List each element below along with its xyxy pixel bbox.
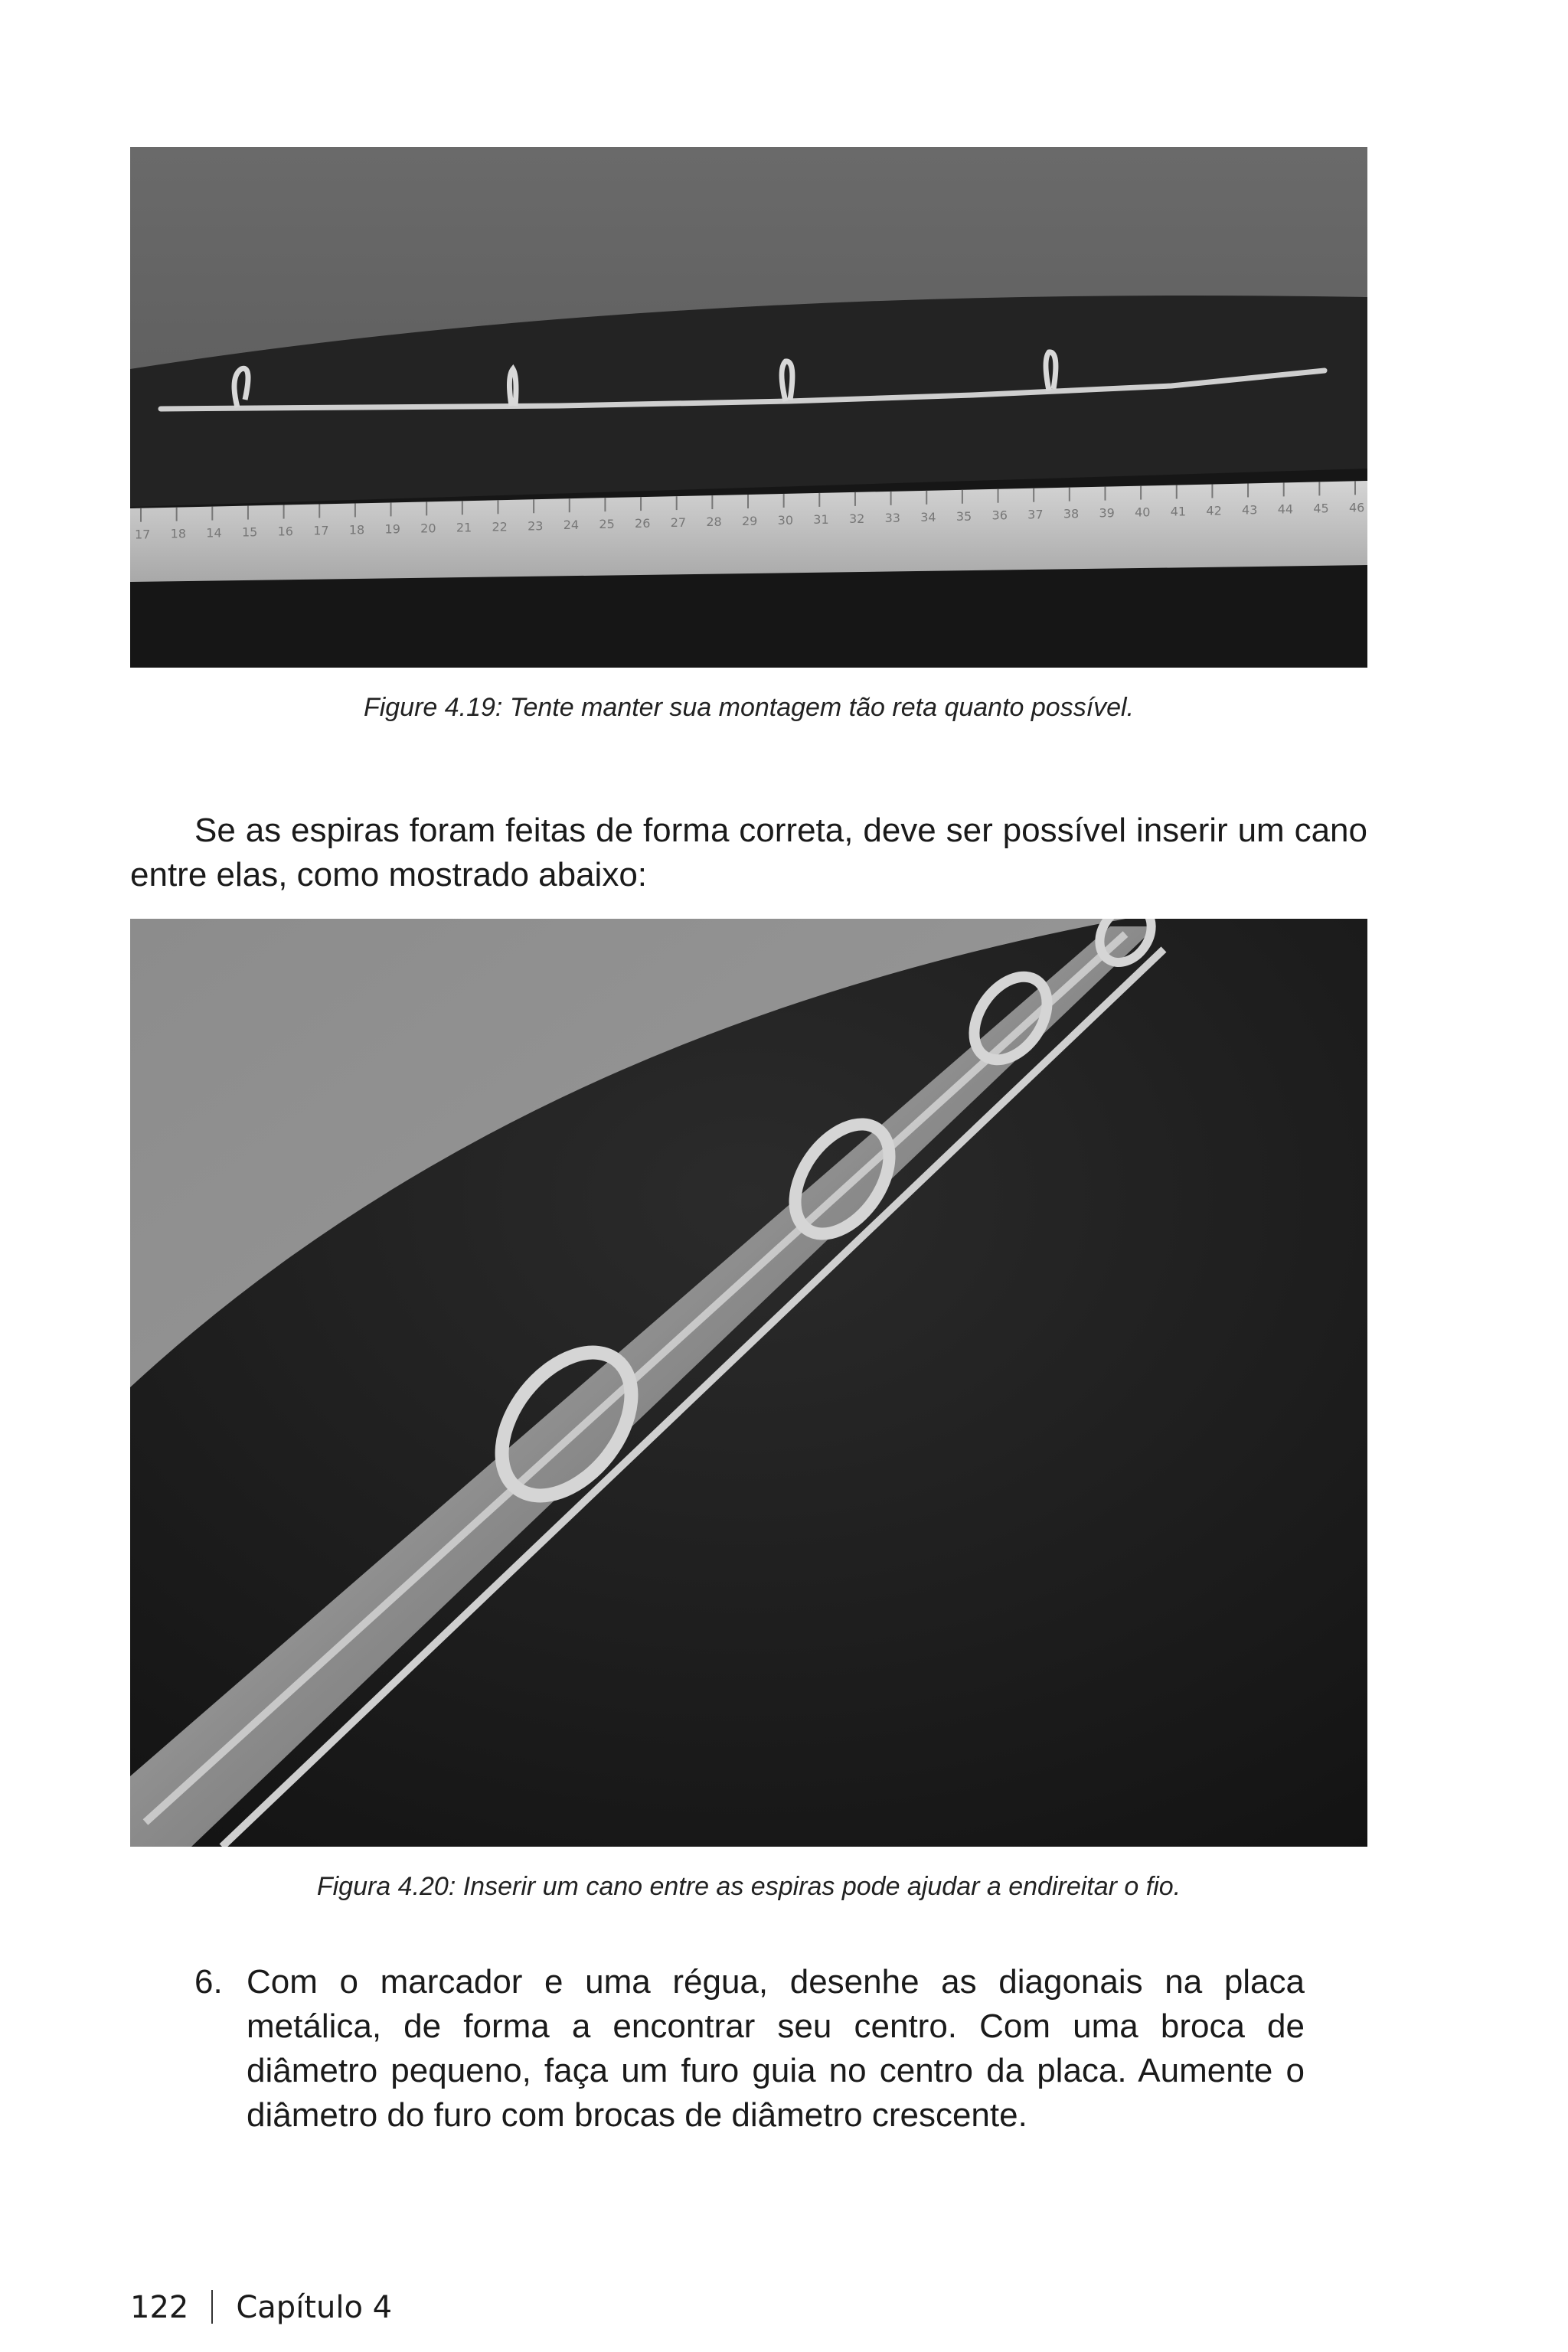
body-paragraph: Se as espiras foram feitas de forma correta, deve ser possível inserir um cano entre elas, como mostrado abaixo: [130,812,1367,893]
ruler-number: 26 [635,516,651,531]
ruler-number: 37 [1027,507,1044,522]
ruler-number: 22 [492,519,508,534]
ruler-number: 15 [241,524,258,540]
ruler-number: 27 [670,515,687,531]
ruler-number: 28 [706,514,722,530]
ruler-number: 34 [920,509,936,524]
page-footer [130,2289,392,2326]
list-item-number: 6. [194,1963,223,2001]
ruler-number: 30 [777,512,794,528]
ruler-number: 19 [384,521,400,537]
ruler-number: 36 [991,508,1008,523]
ruler-number: 25 [599,517,615,532]
ruler-number: 33 [884,510,900,525]
list-item-text: Com o marcador e uma régua, desenhe as diagonais na placa metálica, de forma a encontrar seu centro. Com uma broca de diâmetro pequeno, faça um furo guia no centro da placa. Aumente o diâmetro do furo com brocas de diâmetro crescente. [247,1963,1305,2134]
ruler-number: 20 [420,521,436,536]
ruler-number: 23 [528,518,544,534]
page-number: 122 [130,2290,189,2325]
ruler-number: 41 [1170,504,1187,519]
ruler-number: 14 [206,525,222,541]
ruler-number: 43 [1242,502,1258,518]
ruler-number: 39 [1099,505,1115,521]
wire-and-ruler-image [130,147,1367,668]
figure-caption: Figure 4.19: Tente manter sua montagem tão reta quanto possível. [363,693,1135,722]
ruler-number: 40 [1135,505,1151,520]
pipe-through-coils-image [130,919,1367,1847]
ruler-number: 16 [277,524,293,539]
ruler-number: 17 [313,523,329,538]
figure-4-19-photo [130,147,1367,668]
ruler-number: 32 [848,511,865,526]
ruler-number: 35 [956,508,972,524]
ruler-number: 44 [1277,501,1294,517]
ruler-number: 38 [1063,506,1080,521]
ruler-number: 42 [1206,503,1222,518]
figure-caption: Figura 4.20: Inserir um cano entre as espiras pode ajudar a endireitar o fio. [316,1872,1181,1901]
ruler-number: 18 [348,522,365,537]
ruler-number: 18 [170,526,187,541]
footer-divider [211,2290,213,2324]
ruler-number: 31 [813,511,829,527]
ruler-number: 21 [456,520,472,535]
ruler-number: 45 [1313,501,1329,516]
ruler-number: 24 [563,518,580,533]
ruler-number: 17 [135,527,151,542]
figure-4-20-photo [130,919,1367,1847]
chapter-label: Capítulo 4 [236,2290,393,2325]
ruler-number: 29 [742,514,758,529]
ruler-number: 46 [1349,500,1365,515]
